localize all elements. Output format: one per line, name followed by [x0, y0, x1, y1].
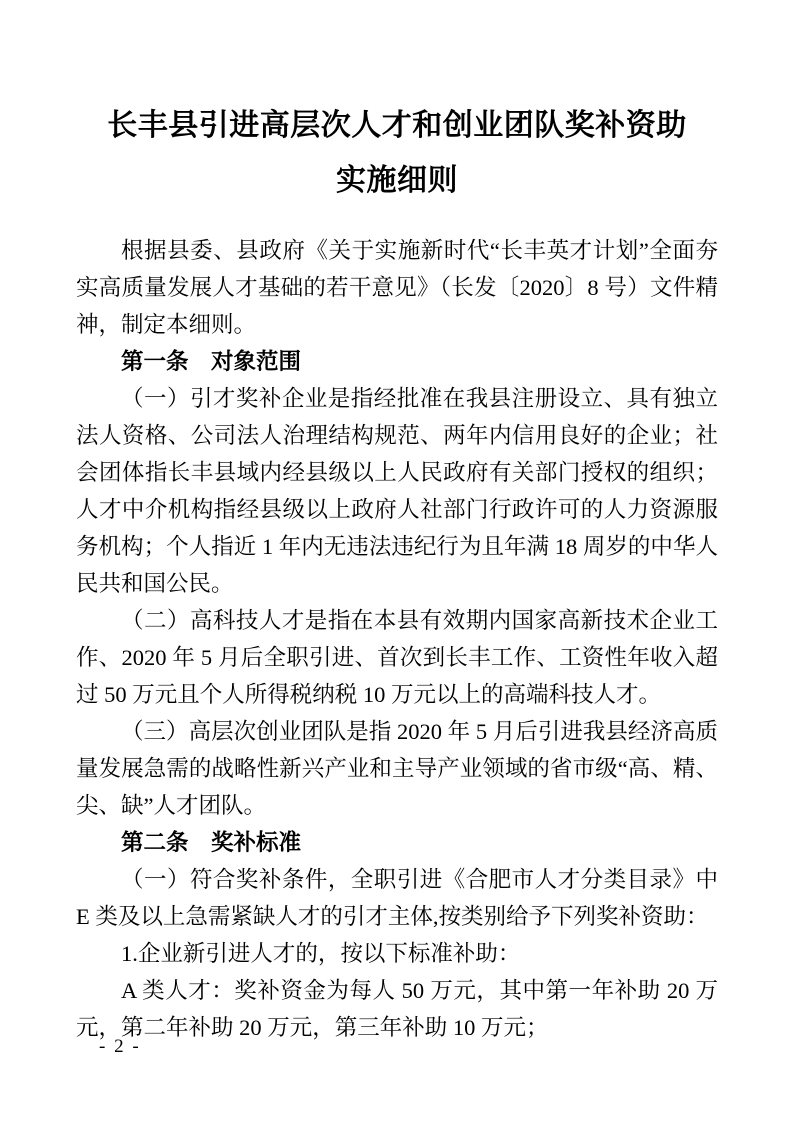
paragraph-preamble: 根据县委、县政府《关于实施新时代“长丰英才计划”全面夯实高质量发展人才基础的若干意见》（长发〔2020〕8 号）文件精神，制定本细则。 — [76, 238, 718, 337]
paragraph-article-1-item-1: （一）引才奖补企业是指经批准在我县注册设立、具有独立法人资格、公司法人治理结构规范、两年内信用良好的企业；社会团体指长丰县域内经县级以上人民政府有关部门授权的组织；人才中介机构指经县级以上政府人社部门行政许可的人力资源服务机构；个人指近 1 年内无违法违纪行为且年满 18 周岁的中华人民共和国公民。 — [76, 386, 718, 596]
page-number: - 2 - — [99, 1036, 141, 1057]
paragraph-article-1-item-2: （二）高科技人才是指在本县有效期内国家高新技术企业工作、2020 年 5 月后全职引进、首次到长丰工作、工资性年收入超过 50 万元且个人所得税纳税 10 万元以上的高端科技人才。 — [76, 608, 718, 707]
paragraph-article-1-item-3: （三）高层次创业团队是指 2020 年 5 月后引进我县经济高质量发展急需的战略性新兴产业和主导产业领域的省市级“高、精、尖、缺”人才团队。 — [76, 719, 718, 818]
document-title-line-1: 长丰县引进高层次人才和创业团队奖补资助 — [107, 109, 687, 142]
document-content — [76, 98, 718, 1046]
paragraph-article-2-item-1: （一）符合奖补条件，全职引进《合肥市人才分类目录》中 E 类及以上急需紧缺人才的引才主体,按类别给予下列奖补资助： — [76, 867, 718, 929]
document-title-line-2: 实施细则 — [336, 164, 458, 197]
document-title — [76, 98, 718, 208]
section-heading-article-2: 第二条 奖补标准 — [121, 830, 302, 855]
paragraph-article-2-sub-1: 1.企业新引进人才的，按以下标准补助： — [121, 941, 521, 966]
paragraph-article-2-class-a: A 类人才：奖补资金为每人 50 万元，其中第一年补助 20 万元，第二年补助 20 万元，第三年补助 10 万元； — [76, 978, 718, 1040]
section-heading-article-1: 第一条 对象范围 — [121, 349, 302, 374]
